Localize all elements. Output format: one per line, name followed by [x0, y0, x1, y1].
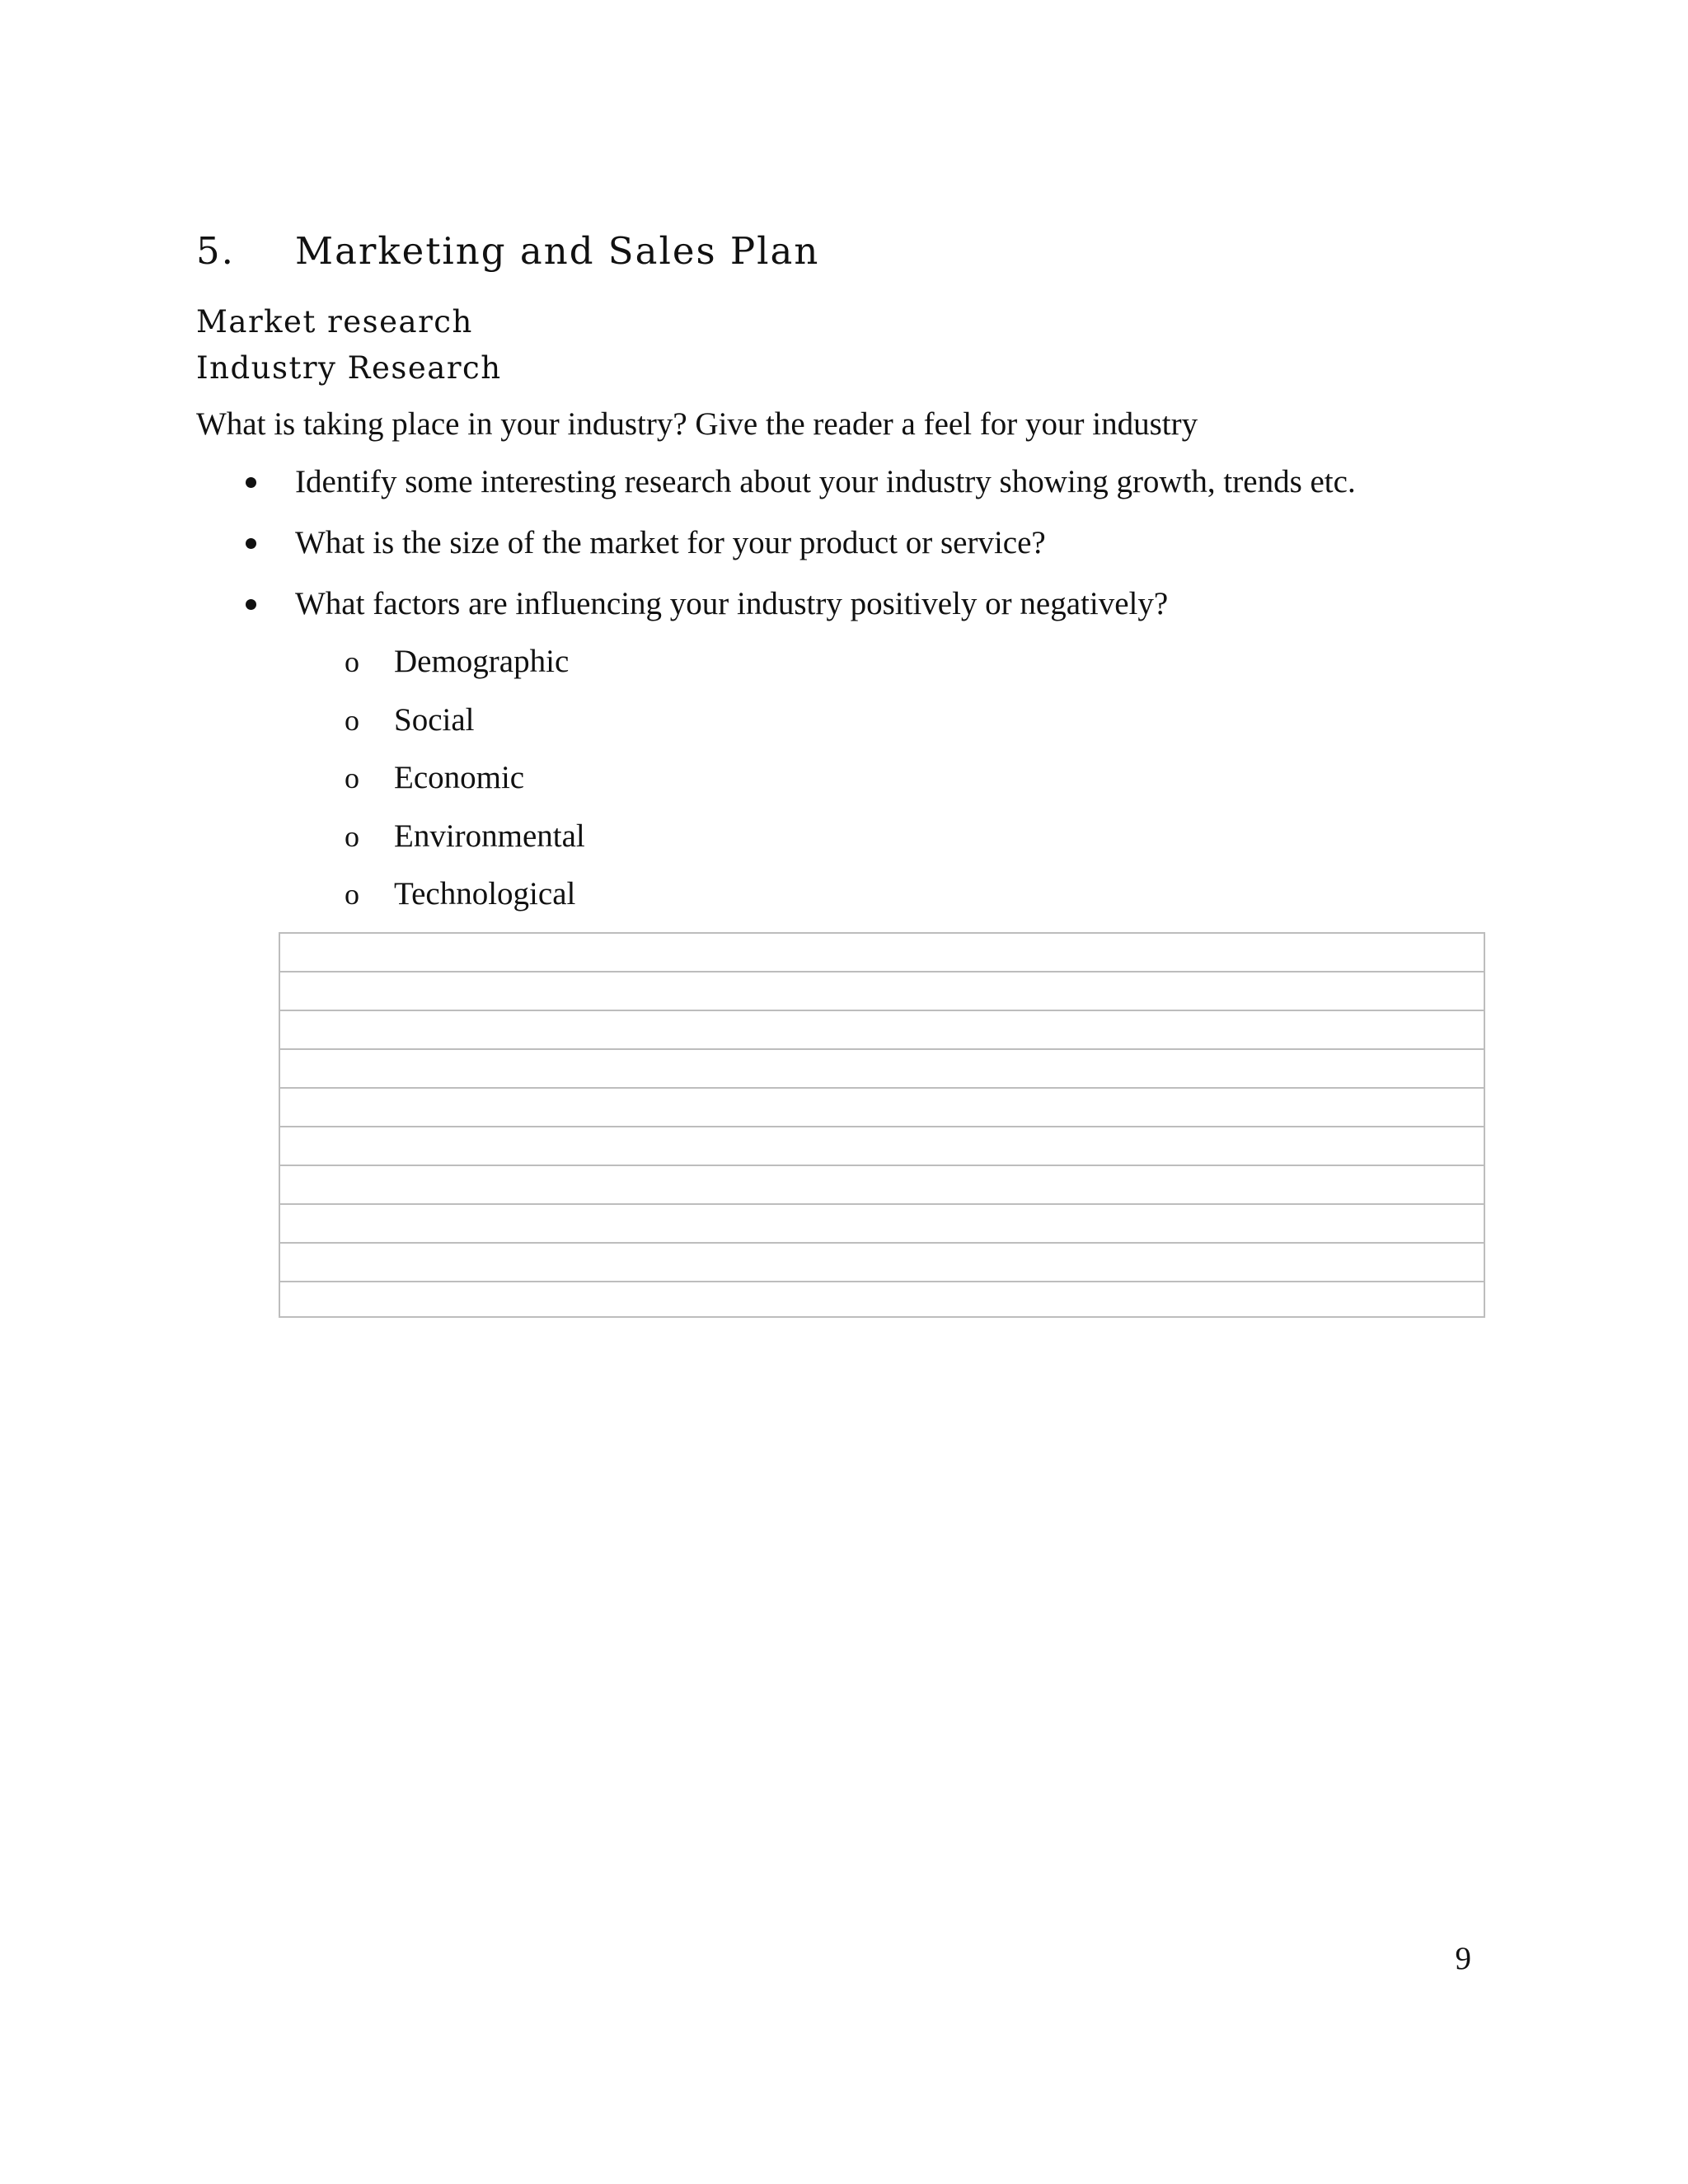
page-number: 9 [1455, 1941, 1471, 1976]
writing-line[interactable] [280, 1011, 1484, 1050]
hollow-circle-marker: o [345, 878, 359, 911]
bullet-icon [246, 599, 256, 610]
hollow-circle-marker: o [345, 703, 359, 737]
heading-market-research: Market research [196, 304, 473, 340]
sub-bullet-text: Economic [394, 760, 525, 795]
section-title: Marketing and Sales Plan [295, 229, 820, 273]
writing-line[interactable] [280, 972, 1484, 1011]
bullet-text: What factors are influencing your industry positively or negatively? [295, 586, 1169, 621]
writing-line[interactable] [280, 1050, 1484, 1089]
intro-paragraph: What is taking place in your industry? Give the reader a feel for your industry [196, 406, 1198, 442]
bullet-icon [246, 477, 256, 488]
writing-line[interactable] [280, 1244, 1484, 1282]
hollow-circle-marker: o [345, 819, 359, 853]
section-number: 5. [196, 229, 235, 273]
writing-line[interactable] [280, 934, 1484, 972]
bullet-text: What is the size of the market for your product or service? [295, 525, 1046, 560]
writing-line[interactable] [280, 1089, 1484, 1127]
writing-line[interactable] [280, 1205, 1484, 1244]
hollow-circle-marker: o [345, 645, 359, 678]
section-heading [196, 223, 819, 280]
writing-line[interactable] [280, 1166, 1484, 1205]
heading-industry-research: Industry Research [196, 350, 502, 386]
sub-bullet-text: Environmental [394, 818, 585, 854]
sub-bullet-text: Technological [394, 876, 576, 912]
sub-bullet-text: Social [394, 701, 475, 738]
writing-line[interactable] [280, 1282, 1484, 1321]
bullet-icon [246, 538, 256, 549]
sub-bullet-text: Demographic [394, 644, 570, 679]
answer-writing-area[interactable] [279, 932, 1485, 1318]
writing-line[interactable] [280, 1127, 1484, 1166]
hollow-circle-marker: o [345, 762, 359, 794]
bullet-text: Identify some interesting research about your industry showing growth, trends etc. [295, 464, 1356, 499]
